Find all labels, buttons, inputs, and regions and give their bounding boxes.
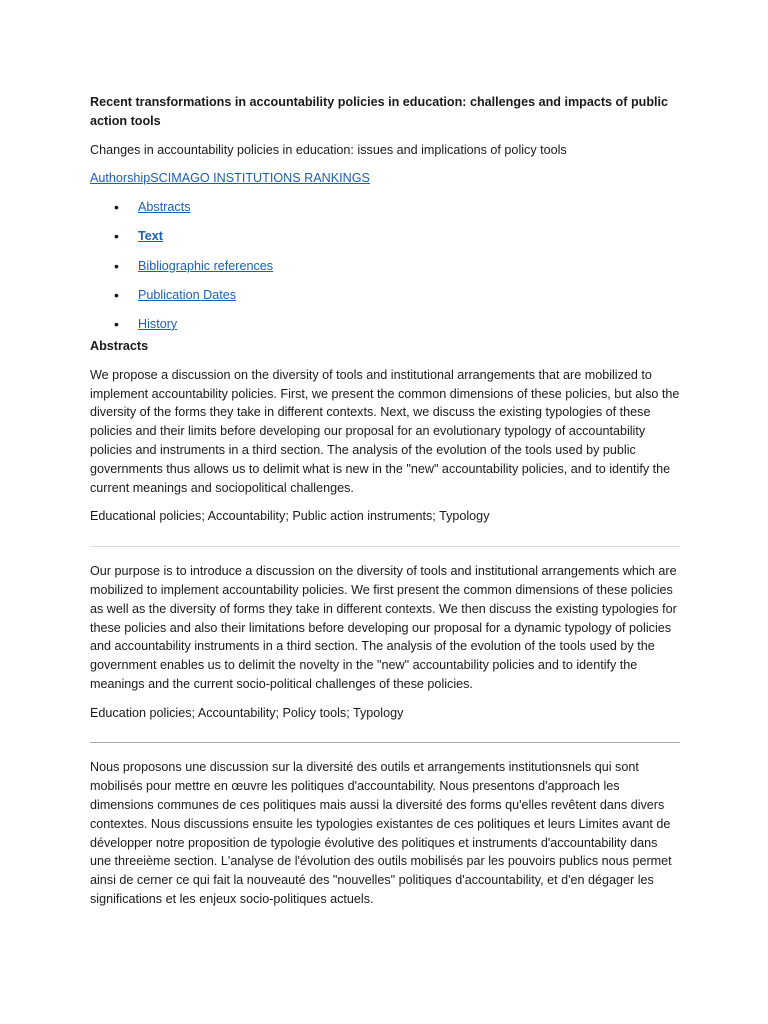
- toc-link-bibliographic-references[interactable]: Bibliographic references: [138, 258, 274, 273]
- abstract-block-english-2: [90, 562, 680, 722]
- abstract-block-french: [90, 758, 680, 908]
- authorship-link[interactable]: AuthorshipSCIMAGO INSTITUTIONS RANKINGS: [90, 171, 370, 186]
- abstract-text: We propose a discussion on the diversity of tools and institutional arrangements that are mobilized to implement accountability policies. First, we present the common dimensions of these policies, but also the diversity of the forms they take in different contexts. Next, we discuss the existing typologies of these policies and their limits before developing our proposal for an evolutionary typology of accountability policies and instruments in a third section. The analysis of the evolution of the tools used by public governments thus allows us to delimit what is new in the "new" accountability policies, and to identify the current meanings and sociopolitical challenges.: [90, 367, 680, 495]
- article-content: [90, 93, 680, 919]
- section-divider: [90, 546, 680, 547]
- abstract-keywords: Educational policies; Accountability; Public action instruments; Typology: [90, 509, 490, 524]
- authorship-paragraph: [90, 169, 680, 188]
- toc-link-publication-dates[interactable]: Publication Dates: [138, 287, 237, 302]
- bullet-icon: •: [114, 257, 119, 274]
- toc-link-text[interactable]: Text: [138, 229, 163, 244]
- abstract-text: Our purpose is to introduce a discussion on the diversity of tools and institutional arrangements which are mobilized to implement accountability policies. We first present the common dimensions of these policies as well as the diversity of forms they take in different contexts. We then discuss the existing typologies for these policies and also their limitations before developing our proposal for a dynamic typology of policies and accountability instruments in a third section. The analysis of the evolution of the tools used by the government enables us to delimit the novelty in the "new" accountability policies and to identify the meanings and the current socio-political challenges of these policies.: [90, 564, 677, 691]
- toc-item-history: [114, 315, 680, 337]
- abstract-keywords: Education policies; Accountability; Policy tools; Typology: [90, 705, 404, 720]
- abstracts-heading: Abstracts: [90, 338, 149, 353]
- article-subtitle: Changes in accountability policies in education: issues and implications of policy tools: [90, 142, 567, 157]
- toc-item-publication-dates: [114, 286, 680, 315]
- toc-item-abstracts: [114, 198, 680, 227]
- toc-link-history[interactable]: History: [138, 316, 178, 331]
- table-of-contents: [90, 198, 680, 337]
- bullet-icon: •: [114, 199, 119, 216]
- bullet-icon: •: [114, 315, 119, 332]
- toc-item-text: [114, 227, 680, 256]
- article-title: Recent transformations in accountability policies in education: challenges and impacts of public action tools: [90, 95, 669, 128]
- toc-link-abstracts[interactable]: Abstracts: [138, 200, 191, 215]
- bullet-icon: •: [114, 286, 119, 303]
- toc-item-bibliographic-references: [114, 257, 680, 286]
- abstract-block-english-1: [90, 366, 680, 526]
- abstract-text: Nous proposons une discussion sur la diversité des outils et arrangements institutionsnels qui sont mobilisés pour mettre en œuvre les politiques d'accountability. Nous presentons d'approach les dimensions communes de ces politiques mais aussi la diversité des forms qu'elles revêtent dans divers contextes. Nous discussions ensuite les typologies existantes de ces politiques et leurs Limites avant de développer notre proposition de typologie évolutive des politiques et instruments d'accountability dans une threeième section. L'analyse de l'évolution des outils mobilisés par les pouvoirs publics nous permet ainsi de cerner ce qui fait la nouveauté des "nouvelles" politiques d'accountability, et d'en dégager les significations et les enjeux socio-politiques actuels.: [90, 760, 672, 907]
- bullet-icon: •: [114, 228, 119, 245]
- section-divider: [90, 742, 680, 743]
